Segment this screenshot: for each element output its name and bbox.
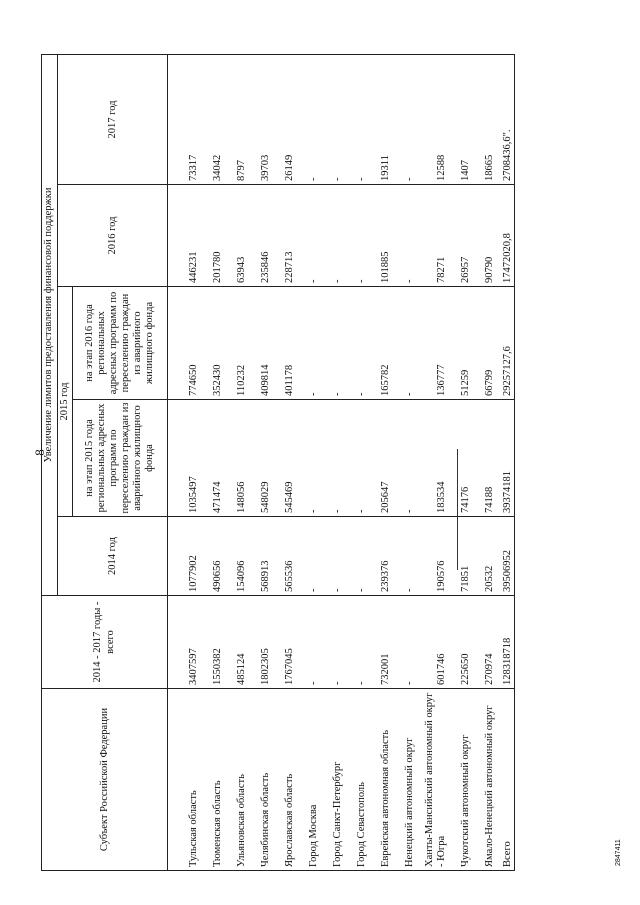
cell-total: 732001 <box>368 596 392 689</box>
cell-y2017: 1407 <box>448 54 472 184</box>
cell-y2014: - <box>392 517 416 596</box>
cell-subject: Ярославская область <box>272 689 296 871</box>
cell-y2014: 1077902 <box>168 517 201 596</box>
cell-y2017: - <box>296 54 320 184</box>
cell-y2015b: 110232 <box>224 287 248 400</box>
cell-y2016: 201780 <box>200 185 224 287</box>
header-2015-stage-2016: на этап 2016 года региональных адресных программ по переселению граждан из аварийного жилищного фонда <box>73 287 168 400</box>
cell-y2015a: 205647 <box>368 400 392 517</box>
cell-total: 485124 <box>224 596 248 689</box>
cell-total: 1767045 <box>272 596 296 689</box>
cell-y2015b: 29257127,6 <box>496 287 515 400</box>
cell-total: 225650 <box>448 596 472 689</box>
cell-subject: Ханты-Мансийский автономный округ - Югра <box>416 689 448 871</box>
cell-total: - <box>392 596 416 689</box>
cell-y2015b: 136777 <box>416 287 448 400</box>
cell-y2015b: 774650 <box>168 287 201 400</box>
cell-y2015b: 409814 <box>248 287 272 400</box>
cell-y2014: - <box>344 517 368 596</box>
cell-y2014: 20532 <box>472 517 496 596</box>
cell-total: - <box>344 596 368 689</box>
cell-y2015a: 471474 <box>200 400 224 517</box>
cell-y2015b: - <box>320 287 344 400</box>
header-2015: 2015 год <box>58 287 73 517</box>
header-2017: 2017 год <box>58 54 168 184</box>
cell-subject: Ненецкий автономный округ <box>392 689 416 871</box>
cell-y2014: - <box>320 517 344 596</box>
cell-y2015a: - <box>344 400 368 517</box>
table-row <box>496 54 515 870</box>
table-row <box>200 54 224 870</box>
cell-y2016: 17472020,8 <box>496 185 515 287</box>
cell-total: - <box>296 596 320 689</box>
table-row <box>168 54 201 870</box>
table-row <box>320 54 344 870</box>
table-row <box>472 54 496 870</box>
footer-code: 2847411 <box>615 839 622 866</box>
cell-y2016: 90790 <box>472 185 496 287</box>
cell-y2016: 446231 <box>168 185 201 287</box>
cell-y2015a: 39374181 <box>496 400 515 517</box>
table-row <box>448 54 472 870</box>
header-total: 2014 - 2017 годы - всего <box>42 596 168 689</box>
cell-y2017: 19311 <box>368 54 392 184</box>
cell-subject: Город Санкт-Петербург <box>320 689 344 871</box>
table-row <box>224 54 248 870</box>
cell-y2014: - <box>296 517 320 596</box>
cell-y2015a: 1035497 <box>168 400 201 517</box>
cell-y2015b: - <box>344 287 368 400</box>
cell-y2015a: 183534 <box>416 400 448 517</box>
cell-y2015a: 74176 <box>448 400 472 517</box>
cell-subject: Челябинская область <box>248 689 272 871</box>
cell-y2015a: - <box>296 400 320 517</box>
cell-y2015b: 165782 <box>368 287 392 400</box>
table-row <box>248 54 272 870</box>
separator-line <box>457 449 458 570</box>
cell-subject: Ямало-Ненецкий автономный округ <box>472 689 496 871</box>
cell-y2014: 239376 <box>368 517 392 596</box>
header-2014: 2014 год <box>58 517 168 596</box>
cell-total: 270974 <box>472 596 496 689</box>
cell-y2014: 71851 <box>448 517 472 596</box>
header-subject: Субъект Российской Федерации <box>42 689 168 871</box>
cell-subject: Ульяновская область <box>224 689 248 871</box>
cell-y2014: 154096 <box>224 517 248 596</box>
cell-subject: Город Севастополь <box>344 689 368 871</box>
cell-y2017: 73317 <box>168 54 201 184</box>
cell-y2016: 101885 <box>368 185 392 287</box>
page-number: 8 <box>32 449 47 456</box>
cell-total: 601746 <box>416 596 448 689</box>
cell-subject: Еврейская автономная область <box>368 689 392 871</box>
cell-y2017: 34042 <box>200 54 224 184</box>
cell-total: 3407597 <box>168 596 201 689</box>
cell-subject: Тульская область <box>168 689 201 871</box>
funding-table <box>41 54 515 871</box>
cell-y2017: 12588 <box>416 54 448 184</box>
cell-y2017: 18665 <box>472 54 496 184</box>
cell-y2014: 568913 <box>248 517 272 596</box>
cell-y2016: 228713 <box>272 185 296 287</box>
cell-y2016: - <box>296 185 320 287</box>
cell-y2016: - <box>344 185 368 287</box>
cell-y2014: 490656 <box>200 517 224 596</box>
cell-total: 128318718 <box>496 596 515 689</box>
cell-total: 1802305 <box>248 596 272 689</box>
cell-subject: Всего <box>496 689 515 871</box>
cell-y2016: 235846 <box>248 185 272 287</box>
cell-y2015a: - <box>392 400 416 517</box>
cell-y2017: - <box>392 54 416 184</box>
cell-y2017: 26149 <box>272 54 296 184</box>
table-body <box>168 54 515 870</box>
cell-y2014: 565536 <box>272 517 296 596</box>
table-row <box>416 54 448 870</box>
cell-y2016: 78271 <box>416 185 448 287</box>
cell-y2017: 8797 <box>224 54 248 184</box>
cell-subject: Тюменская область <box>200 689 224 871</box>
header-group: Увеличение лимитов предоставления финансовой поддержки <box>42 54 58 595</box>
cell-y2016: - <box>392 185 416 287</box>
cell-subject: Чукотский автономный округ <box>448 689 472 871</box>
table-row <box>344 54 368 870</box>
cell-y2017: 39703 <box>248 54 272 184</box>
cell-y2014: 190576 <box>416 517 448 596</box>
cell-y2015a: - <box>320 400 344 517</box>
cell-y2016: - <box>320 185 344 287</box>
cell-y2016: 26957 <box>448 185 472 287</box>
table-row <box>272 54 296 870</box>
cell-y2015a: 548029 <box>248 400 272 517</box>
cell-y2015a: 148056 <box>224 400 248 517</box>
cell-y2015b: 51259 <box>448 287 472 400</box>
table-row <box>368 54 392 870</box>
cell-y2017: - <box>344 54 368 184</box>
cell-total: - <box>320 596 344 689</box>
cell-total: 1550382 <box>200 596 224 689</box>
table-row <box>296 54 320 870</box>
cell-y2015b: - <box>296 287 320 400</box>
cell-y2015b: - <box>392 287 416 400</box>
cell-y2014: 39506952 <box>496 517 515 596</box>
cell-y2015b: 352430 <box>200 287 224 400</box>
cell-y2015b: 401178 <box>272 287 296 400</box>
cell-y2017: 2708436,6". <box>496 54 515 184</box>
header-2015-stage-2015: на этап 2015 года региональных адресных программ по переселению граждан из аварийного жилищного фонда <box>73 400 168 517</box>
cell-subject: Город Москва <box>296 689 320 871</box>
cell-y2015b: 66799 <box>472 287 496 400</box>
cell-y2015a: 74188 <box>472 400 496 517</box>
cell-y2015a: 545469 <box>272 400 296 517</box>
table-row <box>392 54 416 870</box>
cell-y2017: - <box>320 54 344 184</box>
header-2016: 2016 год <box>58 185 168 287</box>
cell-y2016: 63943 <box>224 185 248 287</box>
